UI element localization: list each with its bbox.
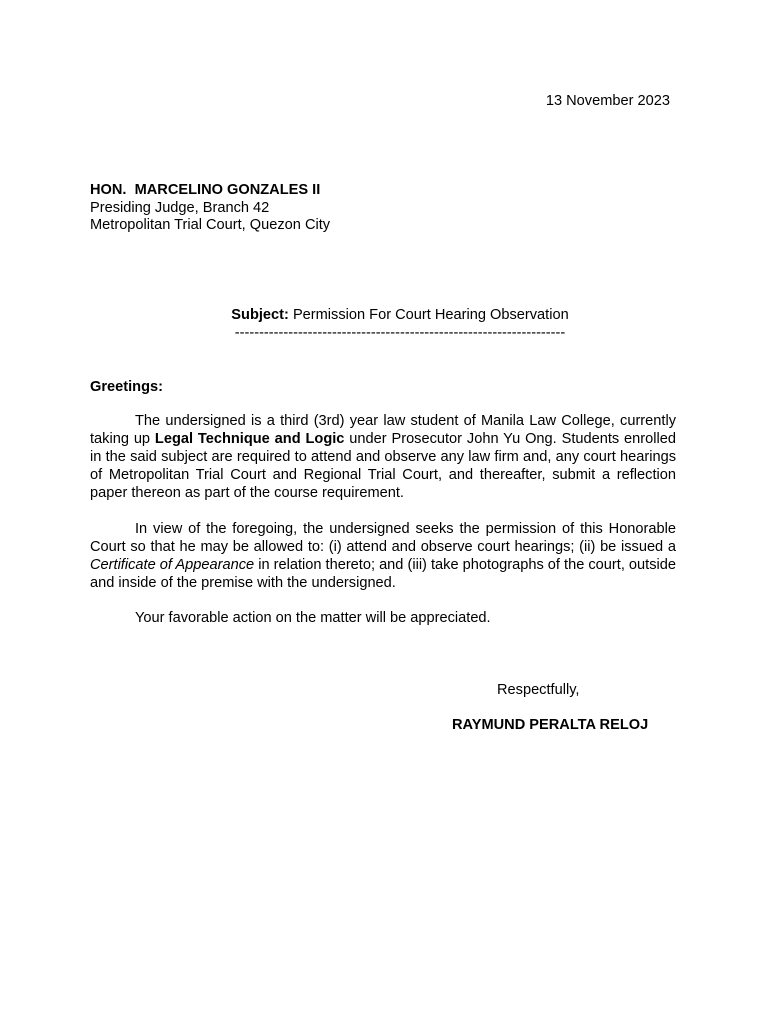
paragraph-1-text-end: under Prosecutor John Yu Ong. Students enrolled in the said subject are required to attend and observe any law firm and, any court hearings of Metropolitan Trial Court and Regional Trial Court, and thereafter, submit a reflection paper thereon as part of the course requirement. (90, 430, 676, 501)
addressee-title: Presiding Judge, Branch 42 (90, 199, 270, 216)
addressee-name: HON. MARCELINO GONZALES II (90, 182, 321, 198)
certificate-name: Certificate of Appearance (90, 556, 255, 573)
paragraph-1-text-start: The undersigned is a third (3rd) year law student of Manila Law College, currently taking up (90, 413, 676, 447)
course-name: Legal Technique and Logic (154, 430, 345, 447)
paragraph-2-text-end: in relation thereto; and (iii) take photographs of the court, outside and inside of the premise with the undersigned. (90, 556, 676, 591)
signer-name: RAYMUND PERALTA RELOJ (452, 717, 649, 733)
subject-label: Subject: (231, 307, 289, 323)
closing: Respectfully, (497, 682, 580, 698)
body-paragraph-3: Your favorable action on the matter will be appreciated. (135, 610, 491, 626)
addressee-block (90, 182, 330, 235)
addressee-court: Metropolitan Trial Court, Quezon City (90, 217, 331, 233)
body-paragraph-2 (90, 521, 676, 593)
paragraph-2-text-start: In view of the foregoing, the undersigned seeks the permission of this Honorable Court so that he may be allowed to: (i) attend and observe court hearings; (ii) be issued a (90, 521, 676, 555)
body-paragraph-1 (90, 413, 676, 503)
subject-text: Permission For Court Hearing Observation (292, 307, 569, 323)
subject-line (0, 307, 768, 342)
subject-underline-rule: -------------------------------------------------------------------- (234, 324, 566, 341)
letter-date: 13 November 2023 (545, 93, 670, 109)
greeting: Greetings: (90, 379, 163, 395)
